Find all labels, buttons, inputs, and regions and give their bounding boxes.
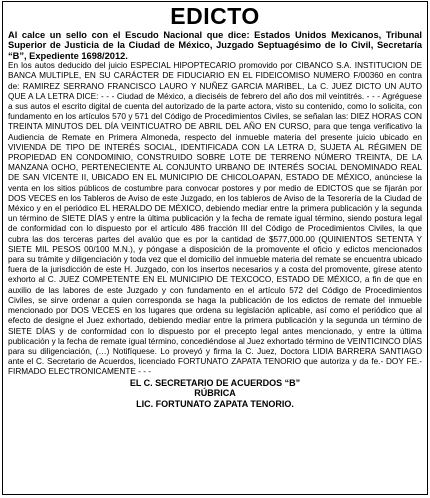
signature-office: EL C. SECRETARIO DE ACUERDOS “B” bbox=[129, 377, 301, 388]
signature-rubrica: RÚBRICA bbox=[194, 388, 236, 399]
notice-title: EDICTO bbox=[170, 3, 260, 29]
signature-name: LIC. FORTUNATO ZAPATA TENORIO. bbox=[136, 398, 294, 409]
edict-notice bbox=[2, 1, 428, 495]
signature-block bbox=[8, 378, 422, 410]
court-seal-header: Al calce un sello con el Escudo Nacional que dice: Estados Unidos Mexicanos, Tribunal Superior de Justicia de la Ciudad de México, Juzgado Septuagésimo de lo Civil, Secretaría “B”, Expediente 1698/2012. bbox=[8, 30, 422, 61]
notice-body-text: En los autos deducido del juicio ESPECIAL HIPOPTECARIO promovido por CIBANCO S.A. INSTITUCION DE BANCA MULTIPLE, EN SU CARÁCTER DE FIDUCIARIO EN EL FIDEICOMISO NUMERO F/00360 en contra de: RAMIREZ SERRANO FRANCISCO LAURO Y NUÑEZ GARCIA MARIBEL, La C. JUEZ DICTO UN AUTO QUE A LA LETRA DICE: - - - Ciudad de México, a dieciséis de febrero del año dos mil veintitrés. - - - Agréguese a sus autos el escrito digital de cuenta del autorizado de la parte actora, visto su contenido, como lo solicita, con fundamento en los artículos 570 y 571 del Código de Procedimientos Civiles, se señalan las: DIEZ HORAS CON TREINTA MINUTOS DEL DÍA VEINTICUATRO DE ABRIL DEL AÑO EN CURSO, para que tenga verificativo la Audiencia de Remate en Primera Almoneda, respecto del inmueble materia del presente juicio ubicado en VIVIENDA DE TIPO DE INTERÉS SOCIAL, IDENTIFICADA CON LA LETRA D, SUJETA AL RÉGIMEN DE PROPIEDAD EN CONDOMINIO, CONSTRUIDO SOBRE LOTE DE TERRENO NÚMERO TREINTA, DE LA MANZANA OCHO, PERTENECIENTE AL CONJUNTO URBANO DE INTERÉS SOCIAL DENOMINADO REAL DE SAN VICENTE II, UBICADO EN EL MUNICIPIO DE CHICOLOAPAN, ESTADO DE MÉXICO, anúnciese la venta en los sitios públicos de costumbre para convocar postores y por medio de EDICTOS que se fijarán por DOS VECES en los Tableros de Aviso de este Juzgado, en los tableros de Aviso de la Tesorería de la Ciudad de México y en el periódico EL HERALDO DE MÉXICO, debiendo mediar entre la primera publicación y la segunda un término de SIETE DÍAS y entre la última publicación y la fecha de remate igual término, siendo postura legal de conformidad con lo dispuesto por el artículo 486 fracción III del Código de Procedimientos Civiles, la que cubra las dos terceras partes del avalúo que es por la cantidad de $577,000.00 (QUINIENTOS SETENTA Y SIETE MIL PESOS 00/100 M.N.), y póngase a disposición de la promovente el oficio y edictos mencionados para su trámite y diligenciación y toda vez que el domicilio del inmueble materia del remate se encuentra ubicado fuera de la jurisdicción de este H. Juzgado, con los insertos necesarios y a costa del promovente, gírese atento exhorto al C. JUEZ COMPETENTE EN EL MUNICIPIO DE TEXCOCO, ESTADO DE MÉXICO, a fin de que en auxilio de las labores de este Juzgado y con fundamento en el artículo 572 del Código de Procedimientos Civiles, se sirve ordenar a quien corresponda se haga la publicación de los edictos de remate del inmueble mencionado por DOS VECES en los lugares que ordena su legislación aplicable, así como el periódico que al efecto de designe el Juez exhortado, debiendo mediar entre la primera publicación y la segunda un término de SIETE DÍAS y de conformidad con lo dispuesto por el precepto legal antes mencionado, y entre la última publicación y la fecha de remate igual término, concediéndose al Juez exhortado término de VEINTICINCO DÍAS para su diligenciación, (…) Notifíquese. Lo proveyó y firma la C. Juez, Doctora LIDIA BARRERA SANTIAGO ante el C. Secretario de Acuerdos, licenciado FORTUNATO ZAPATA TENORIO que autoriza y da fe.- DOY FE.- FIRMADO ELECTRONICAMENTE - - - bbox=[8, 61, 422, 377]
